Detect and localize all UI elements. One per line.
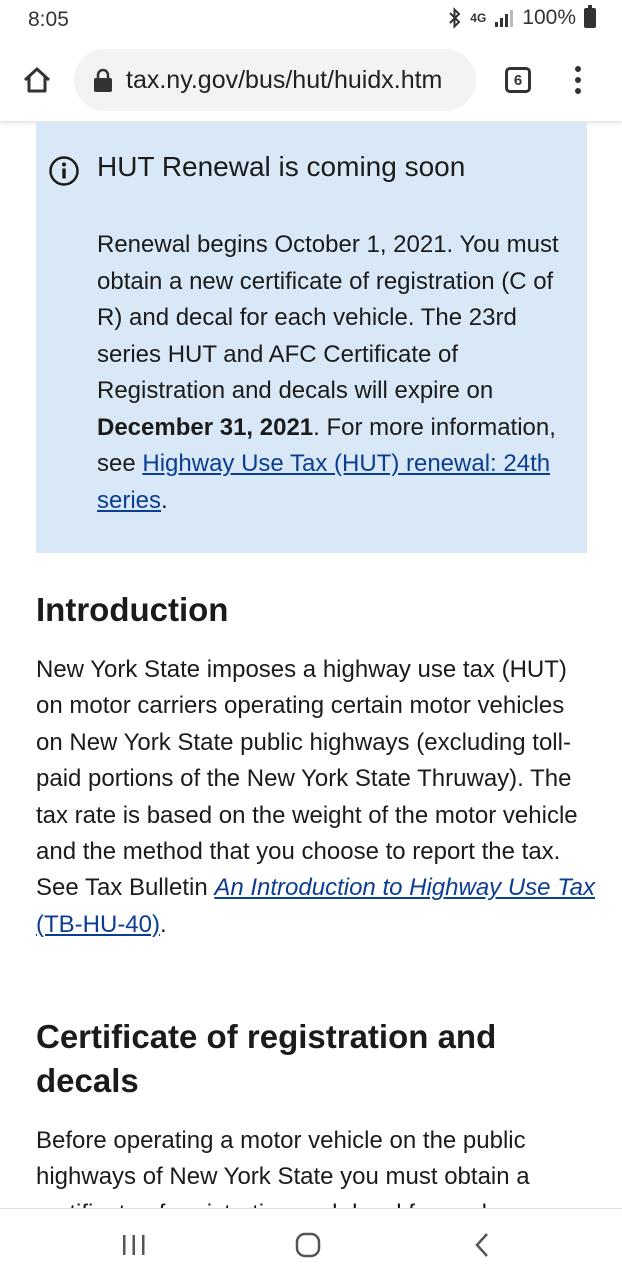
url-bar[interactable] <box>74 49 476 111</box>
renewal-link[interactable]: Highway Use Tax (HUT) renewal: 24th series <box>97 450 551 514</box>
renewal-alert <box>36 122 587 553</box>
alert-title: HUT Renewal is coming soon <box>97 151 466 182</box>
home-nav-button[interactable] <box>278 1223 338 1267</box>
certificate-heading: Certificate of registration and decals <box>36 1018 497 1099</box>
certificate-text: Before operating a motor vehicle on the public highways of New York State you must obtain a <box>36 1127 530 1191</box>
tb-hu-40-link[interactable]: An Introduction to Highway Use Tax (TB-HU-40) <box>36 874 595 938</box>
system-nav-bar <box>0 1208 622 1280</box>
browser-toolbar <box>0 40 622 122</box>
bluetooth-icon <box>448 7 462 29</box>
home-icon <box>22 66 52 94</box>
home-button[interactable] <box>14 57 60 103</box>
recent-apps-button[interactable] <box>104 1223 164 1267</box>
status-bar <box>0 0 622 40</box>
introduction-text: New York State imposes a highway use tax (HUT) on motor carriers operating certain motor vehicles on New York State public highways (excluding toll-paid portions of the New York State Thruway). The tax rate is based on the weight of the motor vehicle and the method that you choose to report the tax. See Tax Bulletin An Introduction to Highway Use Tax (TB-HU-40). <box>36 656 595 938</box>
battery-percent: 100% <box>522 6 576 29</box>
network-label: 4G <box>470 10 487 25</box>
status-time: 8:05 <box>28 8 69 31</box>
tab-count: 6 <box>513 71 523 89</box>
url-text: tax.ny.gov/bus/hut/huidx.htm <box>126 65 443 94</box>
recent-apps-icon <box>121 1233 147 1257</box>
signal-icon <box>494 9 514 27</box>
back-button[interactable] <box>452 1223 512 1267</box>
home-circle-icon <box>294 1231 322 1259</box>
back-icon <box>473 1231 491 1259</box>
status-icons <box>448 6 596 30</box>
expiry-date: December 31, 2021 <box>97 413 314 441</box>
alert-body: Renewal begins October 1, 2021. You must obtain a new certificate of registration (C of R) and decal for each vehicle. The 23rd series HUT and AFC Certificate of Registration and decals will expire on December 31, 2021. For more information, see Highway Use Tax (HUT) renewal: 24th series. <box>97 231 559 514</box>
lock-icon <box>92 67 114 93</box>
battery-icon <box>584 8 596 28</box>
introduction-heading: Introduction <box>36 591 229 628</box>
tabs-button[interactable] <box>505 67 531 93</box>
more-vert-icon[interactable] <box>566 60 590 100</box>
info-icon <box>48 155 80 187</box>
